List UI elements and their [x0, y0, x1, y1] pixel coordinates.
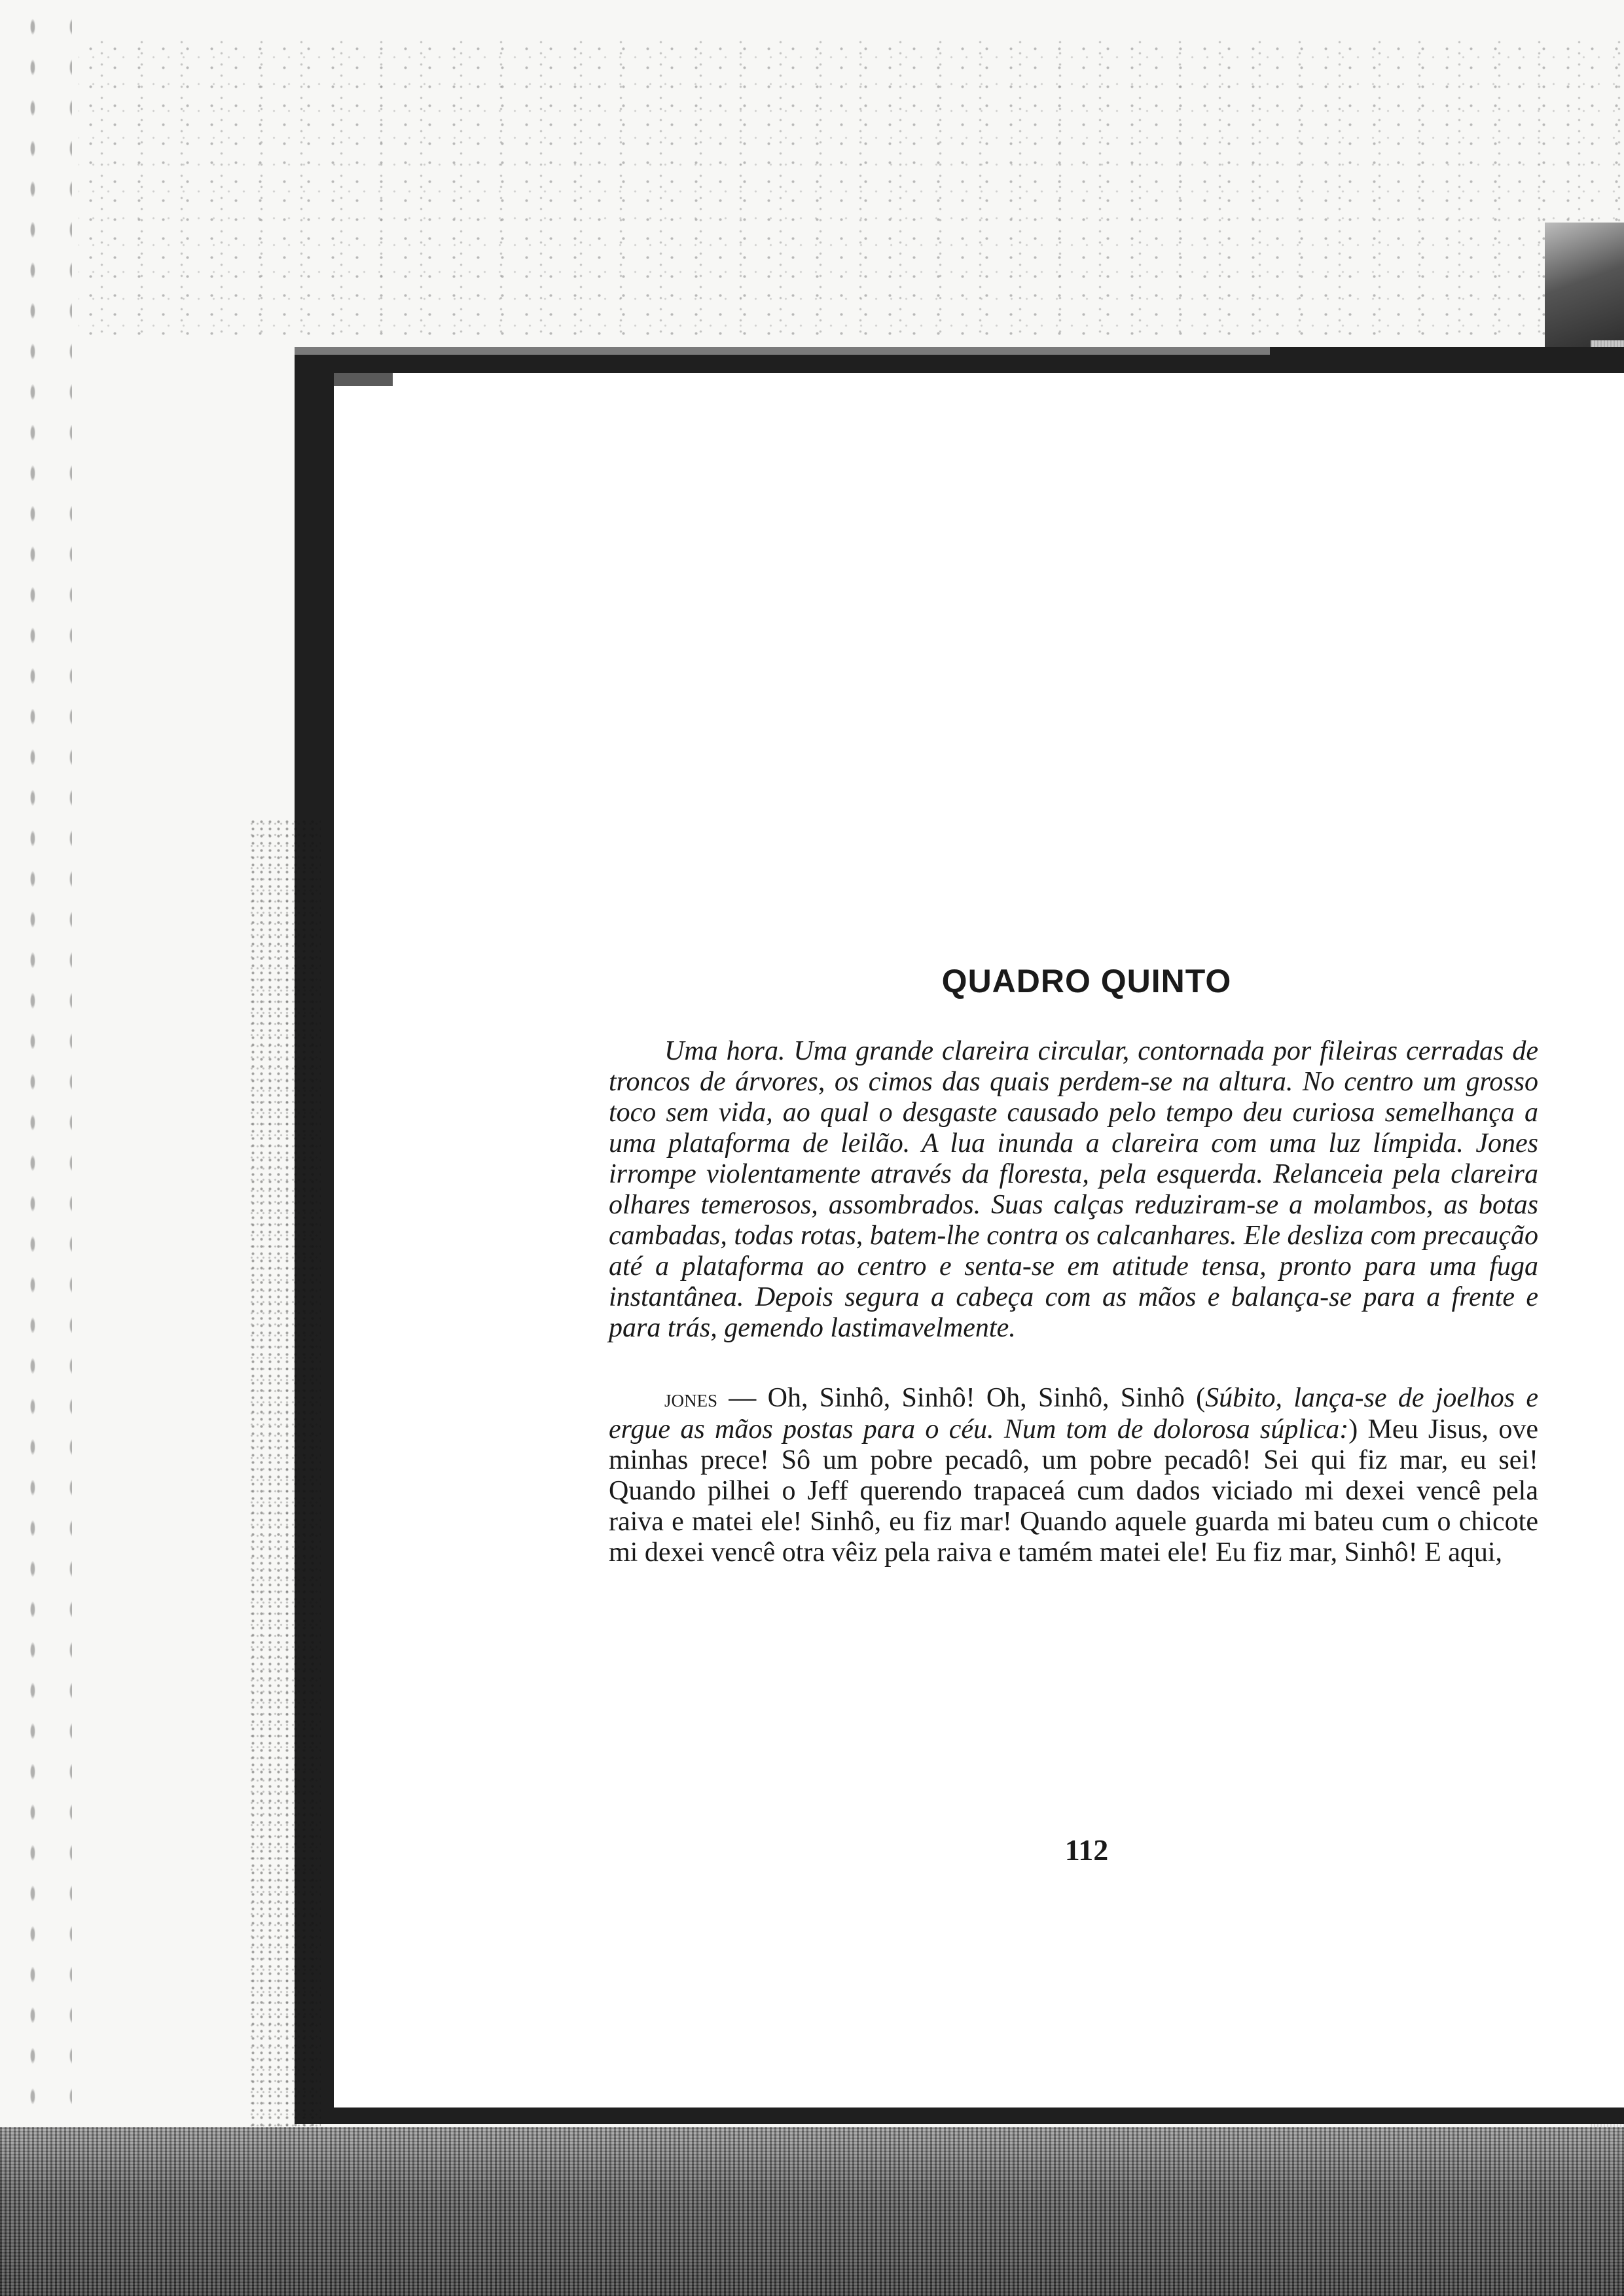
- section-title: QUADRO QUINTO: [941, 963, 1232, 999]
- stage-direction-paragraph: Uma hora. Uma grande clareira circular, contornada por fileiras cerradas de troncos de árvores, os cimos das quais perdem-se na altura. No centro um grosso toco sem vida, ao qual o desgaste causado pelo tempo deu curiosa semelhança a uma plataforma de leilão. A lua inunda a clareira com uma luz límpida. Jones irrompe violentamente através da floresta, pela esquerda. Relanceia pela clareira olhares temerosos, assombrados. Suas calças reduziram-se a molambos, as botas cambadas, todas rotas, batem-lhe contra os calcanhares. Ele desliza com precaução até a plataforma ao centro e senta-se em atitude tensa, pronto para uma fuga instantânea. Depois segura a cabeça com as mãos e balança-se para a frente e para trás, gemendo lastimavelmente.: [609, 1036, 1538, 1343]
- inline-stage-direction: Súbito, lança-se de joelhos e ergue as mãos postas para o céu. Num tom de dolorosa súplica:: [609, 1383, 1539, 1444]
- top-speckles: [79, 39, 1623, 340]
- binding-shadow: [249, 818, 321, 2225]
- page-text-block: [609, 962, 1538, 1568]
- bottom-scan-noise: [0, 2127, 1624, 2296]
- corner-shadow: [1545, 223, 1624, 353]
- page-frame-top-edge: [295, 347, 1270, 355]
- left-binding-marks: [0, 0, 72, 2296]
- speaker-dash: —: [717, 1383, 768, 1413]
- page-number: 112: [1064, 1833, 1109, 1867]
- dialogue-paragraph: [609, 1383, 1538, 1568]
- page-inner-corner: [334, 373, 393, 386]
- dialogue-text-1: Oh, Sinhô, Sinhô! Oh, Sinhô, Sinhô (: [767, 1383, 1206, 1413]
- dialogue-text-2: ) Meu Jisus, ove minhas prece! Sô um pobre pecadô, um pobre pecadô! Sei qui fiz mar, eu sei! Quando pilhei o Jeff querendo trapaceá cum dados viciado mi dexei vencê pela raiva e matei ele! Sinhô, eu fiz mar! Quando aquele guarda mi bateu cum o chicote mi dexei vencê otra vêiz pela raiva e tamém matei ele! Eu fiz mar, Sinhô! E aqui,: [609, 1414, 1538, 1568]
- speaker-name: jones: [664, 1385, 718, 1412]
